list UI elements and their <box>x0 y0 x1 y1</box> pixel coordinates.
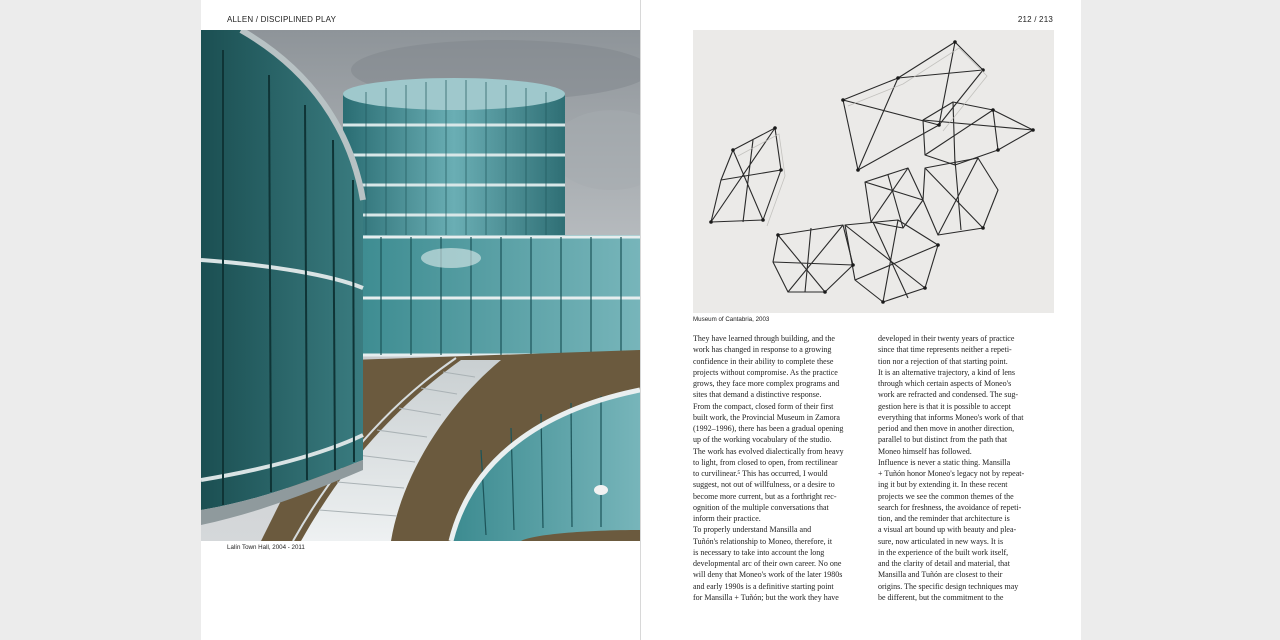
text-line: Tuñón's relationship to Moneo, therefore, it <box>693 536 833 546</box>
text-line: From the compact, closed form of their first <box>693 401 834 411</box>
text-line: + Tuñón honor Moneo's legacy not by repeat- <box>878 469 1025 478</box>
text-line: developmental arc of their own career. No one <box>693 559 842 568</box>
text-line: be different, but the commitment to the <box>878 592 1004 602</box>
text-line: everything that informs Moneo's work of that <box>878 412 1024 422</box>
text-line: (1992–1996), there has been a gradual opening <box>693 424 844 433</box>
text-line: They have learned through building, and the <box>693 334 835 343</box>
text-line: built work, the Provincial Museum in Zamora <box>693 412 840 422</box>
lalin-town-hall-photo <box>201 30 640 541</box>
museum-of-cantabria-sculpture-photo <box>693 30 1054 313</box>
photo-caption-right: Museum of Cantabria, 2003 <box>693 316 770 323</box>
right-page <box>641 0 1081 640</box>
text-line: period and then move in another direction, <box>878 424 1015 433</box>
text-line: grows, they face more complex programs and <box>693 379 840 388</box>
text-line: in the experience of the built work itself, <box>878 547 1009 557</box>
text-line: for Mansilla + Tuñón; but the work they have <box>693 592 839 602</box>
text-line: sites that demand a distinctive response. <box>693 390 822 400</box>
text-line: ognition of the multiple conversations that <box>693 502 829 512</box>
text-line: To properly understand Mansilla and <box>693 525 812 535</box>
text-line: suggest, not out of willfulness, or a desire to <box>693 480 835 490</box>
text-line: developed in their twenty years of practice <box>878 334 1015 343</box>
text-line: is necessary to take into account the long <box>693 547 825 557</box>
left-page <box>201 0 640 640</box>
text-line: ing it but by extending it. In these recent <box>878 480 1008 490</box>
text-line: gestion here is that it is possible to accept <box>878 401 1011 411</box>
text-line: to light, from closed to open, from rectilinear <box>693 457 838 467</box>
text-line: The work has evolved dialectically from heavy <box>693 446 844 456</box>
text-line: confidence in their ability to complete these <box>693 356 834 366</box>
text-line: tion, and the reminder that architecture is <box>878 514 1010 523</box>
text-line: through which certain aspects of Moneo's <box>878 379 1012 388</box>
text-line: sure, now articulated in new ways. It is <box>878 536 1004 546</box>
text-line: work are refracted and condensed. The sug- <box>878 390 1019 400</box>
photo-caption-left: Lalín Town Hall, 2004 - 2011 <box>227 544 305 551</box>
text-line: tion nor a rejection of that starting point. <box>878 356 1008 366</box>
text-line: Mansilla and Tuñón are closest to their <box>878 570 1003 580</box>
text-line: and early 1990s is a definitive starting point <box>693 581 834 591</box>
text-line: It is an alternative trajectory, a kind of lens <box>878 367 1015 377</box>
text-line: parallel to but distinct from the path that <box>878 435 1008 445</box>
text-line: Influence is never a static thing. Mansilla <box>878 457 1011 467</box>
text-line: Moneo himself has followed. <box>878 446 972 456</box>
text-line: projects without compromise. As the practice <box>693 367 838 377</box>
text-line: and the clarity of detail and material, that <box>878 559 1010 568</box>
text-line: will deny that Moneo's work of the later 1980s <box>693 570 843 580</box>
text-line: a visual art bound up with beauty and plea- <box>878 525 1017 535</box>
body-text-column-1 <box>693 333 869 603</box>
text-line: origins. The specific design techniques may <box>878 581 1019 591</box>
text-line: to curvilinear.⁵ This has occurred, I would <box>693 469 828 478</box>
text-line: search for freshness, the avoidance of repeti- <box>878 502 1022 512</box>
running-head-left: ALLEN / DISCIPLINED PLAY <box>227 15 337 24</box>
body-text-column-2 <box>878 333 1054 603</box>
text-line: projects we see the common themes of the <box>878 491 1014 501</box>
text-line: work has changed in response to a growing <box>693 345 832 355</box>
text-line: since that time represents neither a repeti- <box>878 345 1012 355</box>
text-line: become more current, but as a forthright rec- <box>693 491 837 501</box>
text-line: inform their practice. <box>693 514 761 523</box>
text-line: up of the working vocabulary of the studio. <box>693 435 832 445</box>
page-numbers: 212 / 213 <box>1017 15 1053 24</box>
